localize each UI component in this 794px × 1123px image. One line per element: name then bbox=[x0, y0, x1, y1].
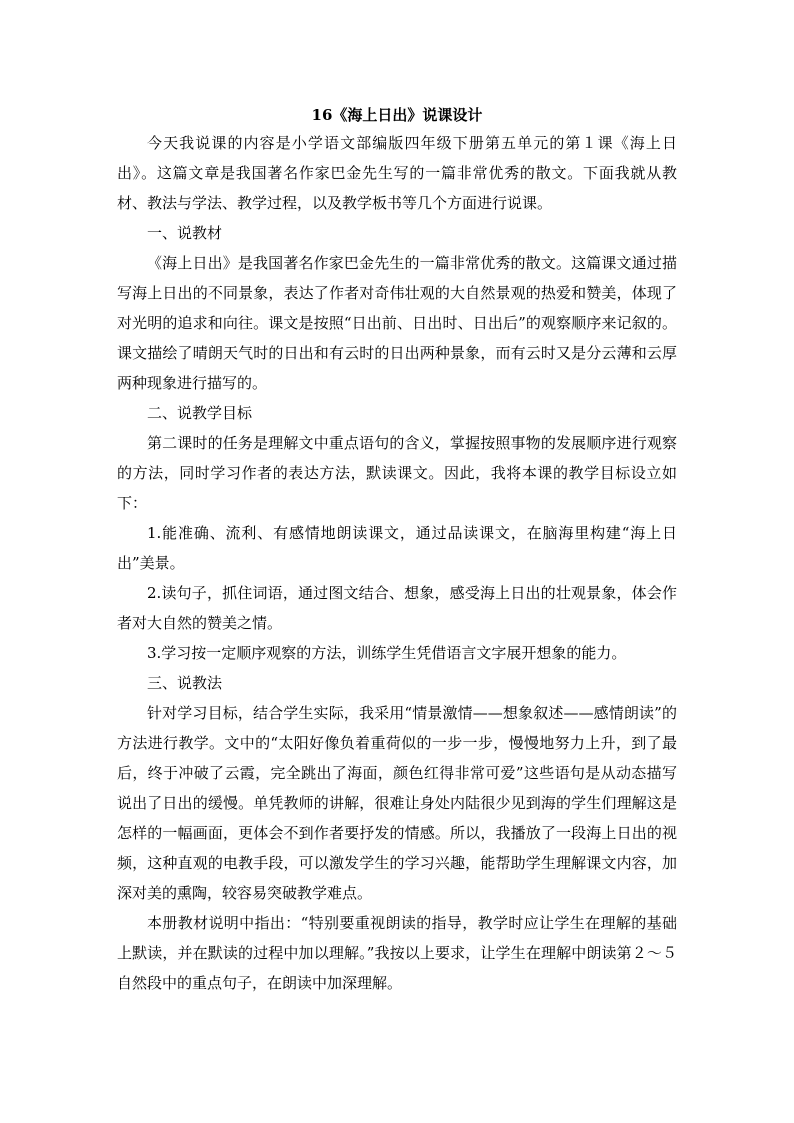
methods-paragraph: 针对学习目标，结合学生实际，我采用“情景激情——想象叙述——感情朗读”的方法进行教学。文中的“太阳好像负着重荷似的一步一步，慢慢地努力上升，到了最后，终于冲破了云霞，完全跳出了海面，颜色红得非常可爱”这些语句是从动态描写说出了日出的缓慢。单凭教师的讲解，很难让身处内陆很少见到海的学生们理解这是怎样的一幅画面，更体会不到作者要抒发的情感。所以，我播放了一段海上日出的视频，这种直观的电教手段，可以激发学生的学习兴趣，能帮助学生理解课文内容，加深对美的熏陶，较容易突破教学难点。 bbox=[117, 704, 677, 902]
reading-guidance-paragraph: 本册教材说明中指出：“特别要重视朗读的指导，教学时应让学生在理解的基础上默读，并在默读的过程中加以理解。”我按以上要求，让学生在理解中朗读第２～５自然段中的重点句子，在朗读中加深理解。 bbox=[117, 914, 677, 992]
textbook-paragraph: 《海上日出》是我国著名作家巴金先生的一篇非常优秀的散文。这篇课文通过描写海上日出的不同景象，表达了作者对奇伟壮观的大自然景观的热爱和赞美，体现了对光明的追求和向往。课文是按照“日出前、日出时、日出后”的观察顺序来记叙的。课文描绘了晴朗天气时的日出和有云时的日出两种景象，而有云时又是分云薄和云厚两种现象进行描写的。 bbox=[117, 254, 677, 392]
objective-item-2: 2.读句子，抓住词语，通过图文结合、想象，感受海上日出的壮观景象，体会作者对大自然的赞美之情。 bbox=[117, 584, 677, 632]
intro-paragraph: 今天我说课的内容是小学语文部编版四年级下册第五单元的第１课《海上日出》。这篇文章是我国著名作家巴金先生写的一篇非常优秀的散文。下面我就从教材、教法与学法、教学过程，以及教学板书等几个方面进行说课。 bbox=[117, 134, 677, 212]
objective-item-3: 3.学习按一定顺序观察的方法，训练学生凭借语言文字展开想象的能力。 bbox=[147, 644, 627, 662]
section-heading-objectives: 二、说教学目标 bbox=[147, 404, 253, 422]
objective-item-1: 1.能准确、流利、有感情地朗读课文，通过品读课文，在脑海里构建“海上日出”美景。 bbox=[117, 524, 677, 572]
document-title: 16《海上日出》说课设计 bbox=[311, 106, 483, 124]
document-page bbox=[117, 102, 677, 998]
section-heading-methods: 三、说教法 bbox=[147, 674, 223, 692]
section-heading-textbook: 一、说教材 bbox=[147, 224, 223, 242]
objectives-paragraph: 第二课时的任务是理解文中重点语句的含义，掌握按照事物的发展顺序进行观察的方法，同时学习作者的表达方法，默读课文。因此，我将本课的教学目标设立如下： bbox=[117, 434, 677, 512]
